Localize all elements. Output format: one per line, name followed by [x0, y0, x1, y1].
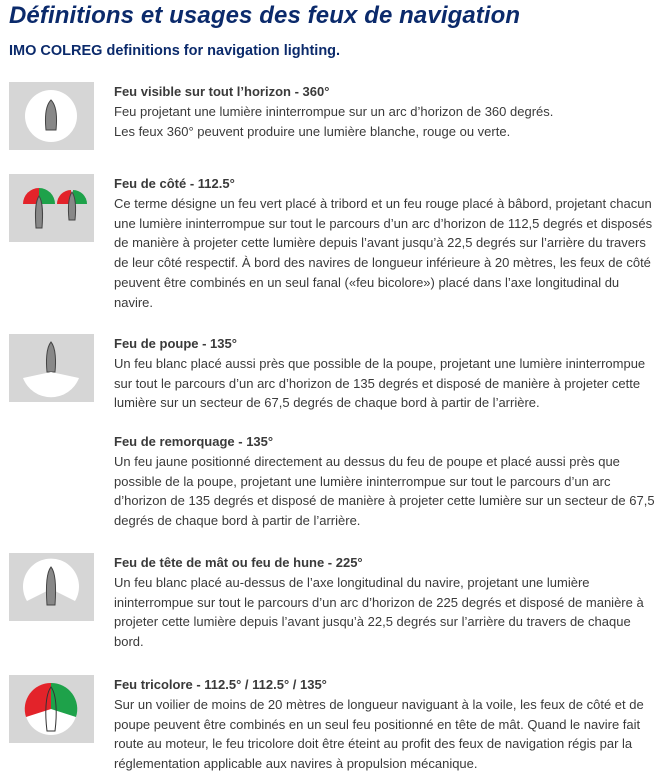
- sidelights-icon: [9, 174, 94, 242]
- entry-body: Un feu jaune positionné directement au dessus du feu de poupe et placé aussi près que possible de la poupe, projetant une lumière ininterrompue sur tout le parcours d’un arc d’horizon de 135 degrés et disposé de manière à projeter cette lumière sur un secteur de 67,5 degrés de chaque bord à partir de l’arrière.: [114, 453, 655, 529]
- entry-body: Feu projetant une lumière ininterrompue sur un arc d’horizon de 360 degrés.: [114, 103, 554, 119]
- masthead-light-icon: [9, 553, 94, 621]
- entry-heading: Feu de poupe - 135°: [114, 336, 237, 351]
- entry-heading: Feu de remorquage - 135°: [114, 434, 274, 449]
- entry-heading: Feu de tête de mât ou feu de hune - 225°: [114, 555, 363, 570]
- entry-body: Un feu blanc placé aussi près que possible de la poupe, projetant une lumière ininterrompue sur tout le parcours d’un arc d’horizon de 135 degrés et disposé de manière à projeter cette lumière sur un secteur de 67,5 degrés de chaque bord à partir de l’arrière.: [114, 355, 646, 411]
- entry-body: Un feu blanc placé au-dessus de l’axe longitudinal du navire, projetant une lumière ininterrompue sur tout le parcours d’un arc d’horizon de 225 degrés et disposé de manière à projeter cette lumière depuis l’avant jusqu’à 22,5 degrés sur l’arrière du travers de chaque bord.: [114, 574, 644, 650]
- entry-body: Sur un voilier de moins de 20 mètres de longueur naviguant à la voile, les feux de côté et de poupe peuvent être combinés en un seul feu positionné en tête de mât. Quand le navire fait route au moteur, le feu tricolore doit être éteint au profit des feux de navigation régis par la réglementation applicable aux navires à propulsion mécanique.: [114, 696, 644, 772]
- entry-heading: Feu tricolore - 112.5° / 112.5° / 135°: [114, 677, 327, 692]
- entry-heading: Feu de côté - 112.5°: [114, 176, 235, 191]
- entry-body: Ce terme désigne un feu vert placé à tribord et un feu rouge placé à bâbord, projetant chacun une lumière ininterrompue sur tout le parcours d’un arc d’horizon de 112,5 degrés et disposés de manière à projeter cette lumière depuis l’avant jusqu’à 22,5 degrés sur l’arrière du travers de leur côté respectif. À bord des navires de longueur inférieure à 20 mètres, les feux de côté peuvent être combinés en un seul fanal («feu bicolore») placé dans l’axe longitudinal du navire.: [114, 195, 653, 310]
- entry-body-2: Les feux 360° peuvent produire une lumière blanche, rouge ou verte.: [114, 123, 511, 139]
- page-subtitle: IMO COLREG definitions for navigation lighting.: [9, 43, 341, 59]
- all-round-light-icon: [9, 82, 94, 150]
- sternlight-icon: [9, 334, 94, 402]
- page-title: Définitions et usages des feux de navigation: [9, 2, 521, 29]
- entry-heading: Feu visible sur tout l’horizon - 360°: [114, 84, 330, 99]
- tricolor-light-icon: [9, 675, 94, 743]
